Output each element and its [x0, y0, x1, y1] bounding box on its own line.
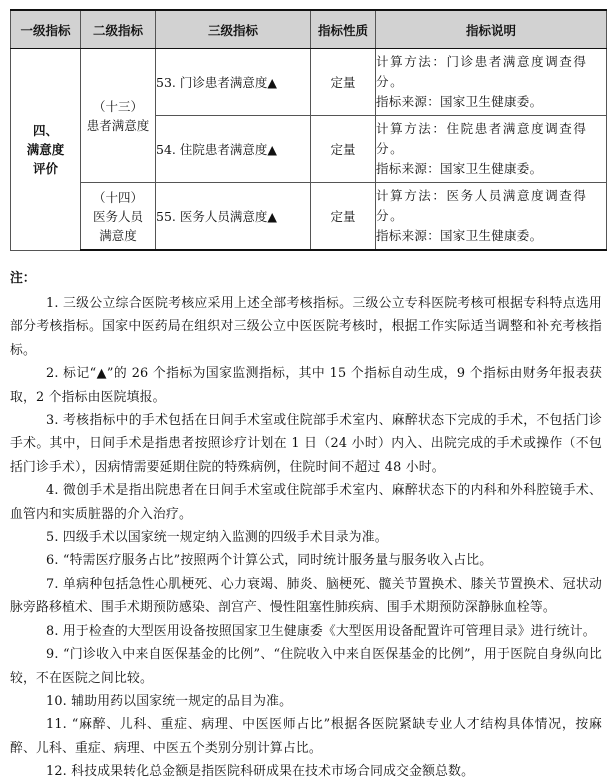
level1-category: 四、 满意度 评价 — [11, 49, 81, 251]
level2-category: （十四） 医务人员 满意度 — [81, 183, 156, 251]
calc-method: 计算方法：门诊患者满意度调查得分。 — [376, 54, 588, 89]
table-row — [11, 183, 607, 251]
header-nature: 指标性质 — [311, 10, 376, 49]
note-item: 9. “门诊收入中来自医保基金的比例”、“住院收入中来自医保基金的比例”，用于医院自身纵向比较，不在医院之间比较。 — [10, 647, 602, 686]
indicator-description — [376, 183, 607, 251]
indicator-source: 指标来源：国家卫生健康委。 — [376, 161, 543, 176]
indicator-name: 54. 住院患者满意度▲ — [156, 116, 311, 183]
calc-method: 计算方法：住院患者满意度调查得分。 — [376, 121, 588, 156]
header-level2: 二级指标 — [81, 10, 156, 49]
note-item: 10. 辅助用药以国家统一规定的品目为准。 — [46, 693, 293, 709]
note-item: 7. 单病种包括急性心肌梗死、心力衰竭、肺炎、脑梗死、髋关节置换术、膝关节置换术、冠状动脉旁路移植术、围手术期预防感染、剖宫产、慢性阻塞性肺疾病、围手术期预防深静脉血栓等。 — [10, 576, 602, 616]
indicator-name: 53. 门诊患者满意度▲ — [156, 49, 311, 116]
note-item: 5. 四级手术以国家统一规定纳入监测的四级手术目录为准。 — [46, 530, 388, 546]
note-item: 2. 标记“▲”的 26 个指标为国家监测指标，其中 15 个指标自动生成，9 个指标由财务年报表获取，2 个指标由医院填报。 — [10, 366, 602, 405]
note-item: 1. 三级公立综合医院考核应采用上述全部考核指标。三级公立专科医院考核可根据专科特点选用部分考核指标。国家中医药局在组织对三级公立中医医院考核时，根据工作实际适当调整和补充考核指标。 — [10, 296, 602, 358]
notes-title: 注： — [10, 271, 36, 286]
note-item: 12. 科技成果转化总金额是指医院科研成果在技术市场合同成交金额总数。 — [46, 764, 475, 780]
note-item: 4. 微创手术是指出院患者在日间手术室或住院部手术室内、麻醉状态下的内科和外科腔镜手术、血管内和实质脏器的介入治疗。 — [10, 483, 602, 522]
level2-category: （十三） 患者满意度 — [81, 49, 156, 183]
note-item: 8. 用于检查的大型医用设备按照国家卫生健康委《大型医用设备配置许可管理目录》进行统计。 — [46, 623, 596, 639]
header-level3: 三级指标 — [156, 10, 311, 49]
indicator-source: 指标来源：国家卫生健康委。 — [376, 94, 543, 109]
note-item: 6. “特需医疗服务占比”按照两个计算公式，同时统计服务量与服务收入占比。 — [46, 553, 493, 569]
table-row — [11, 49, 607, 116]
header-description: 指标说明 — [376, 10, 607, 49]
indicator-name: 55. 医务人员满意度▲ — [156, 183, 311, 251]
indicator-table — [10, 9, 607, 251]
header-level1: 一级指标 — [11, 10, 81, 49]
table-header-row — [11, 10, 607, 49]
notes-section — [10, 266, 602, 784]
indicator-nature: 定量 — [311, 116, 376, 183]
indicator-description — [376, 116, 607, 183]
note-item: 11. “麻醉、儿科、重症、病理、中医医师占比”根据各医院紧缺专业人才结构具体情况，按麻醉、儿科、重症、病理、中医五个类别分别计算占比。 — [10, 717, 602, 756]
indicator-source: 指标来源：国家卫生健康委。 — [376, 228, 543, 243]
note-item: 3. 考核指标中的手术包括在日间手术室或住院部手术室内、麻醉状态下完成的手术，不包括门诊手术。其中，日间手术是指患者按照诊疗计划在 1 日（24 小时）内入、出院完成的手术或操作（不包括门诊手术），因病情需要延期住院的特殊病例，住院时间不超过 48 小时。 — [10, 413, 602, 475]
indicator-nature: 定量 — [311, 49, 376, 116]
calc-method: 计算方法：医务人员满意度调查得分。 — [376, 188, 588, 223]
indicator-description — [376, 49, 607, 116]
indicator-nature: 定量 — [311, 183, 376, 251]
